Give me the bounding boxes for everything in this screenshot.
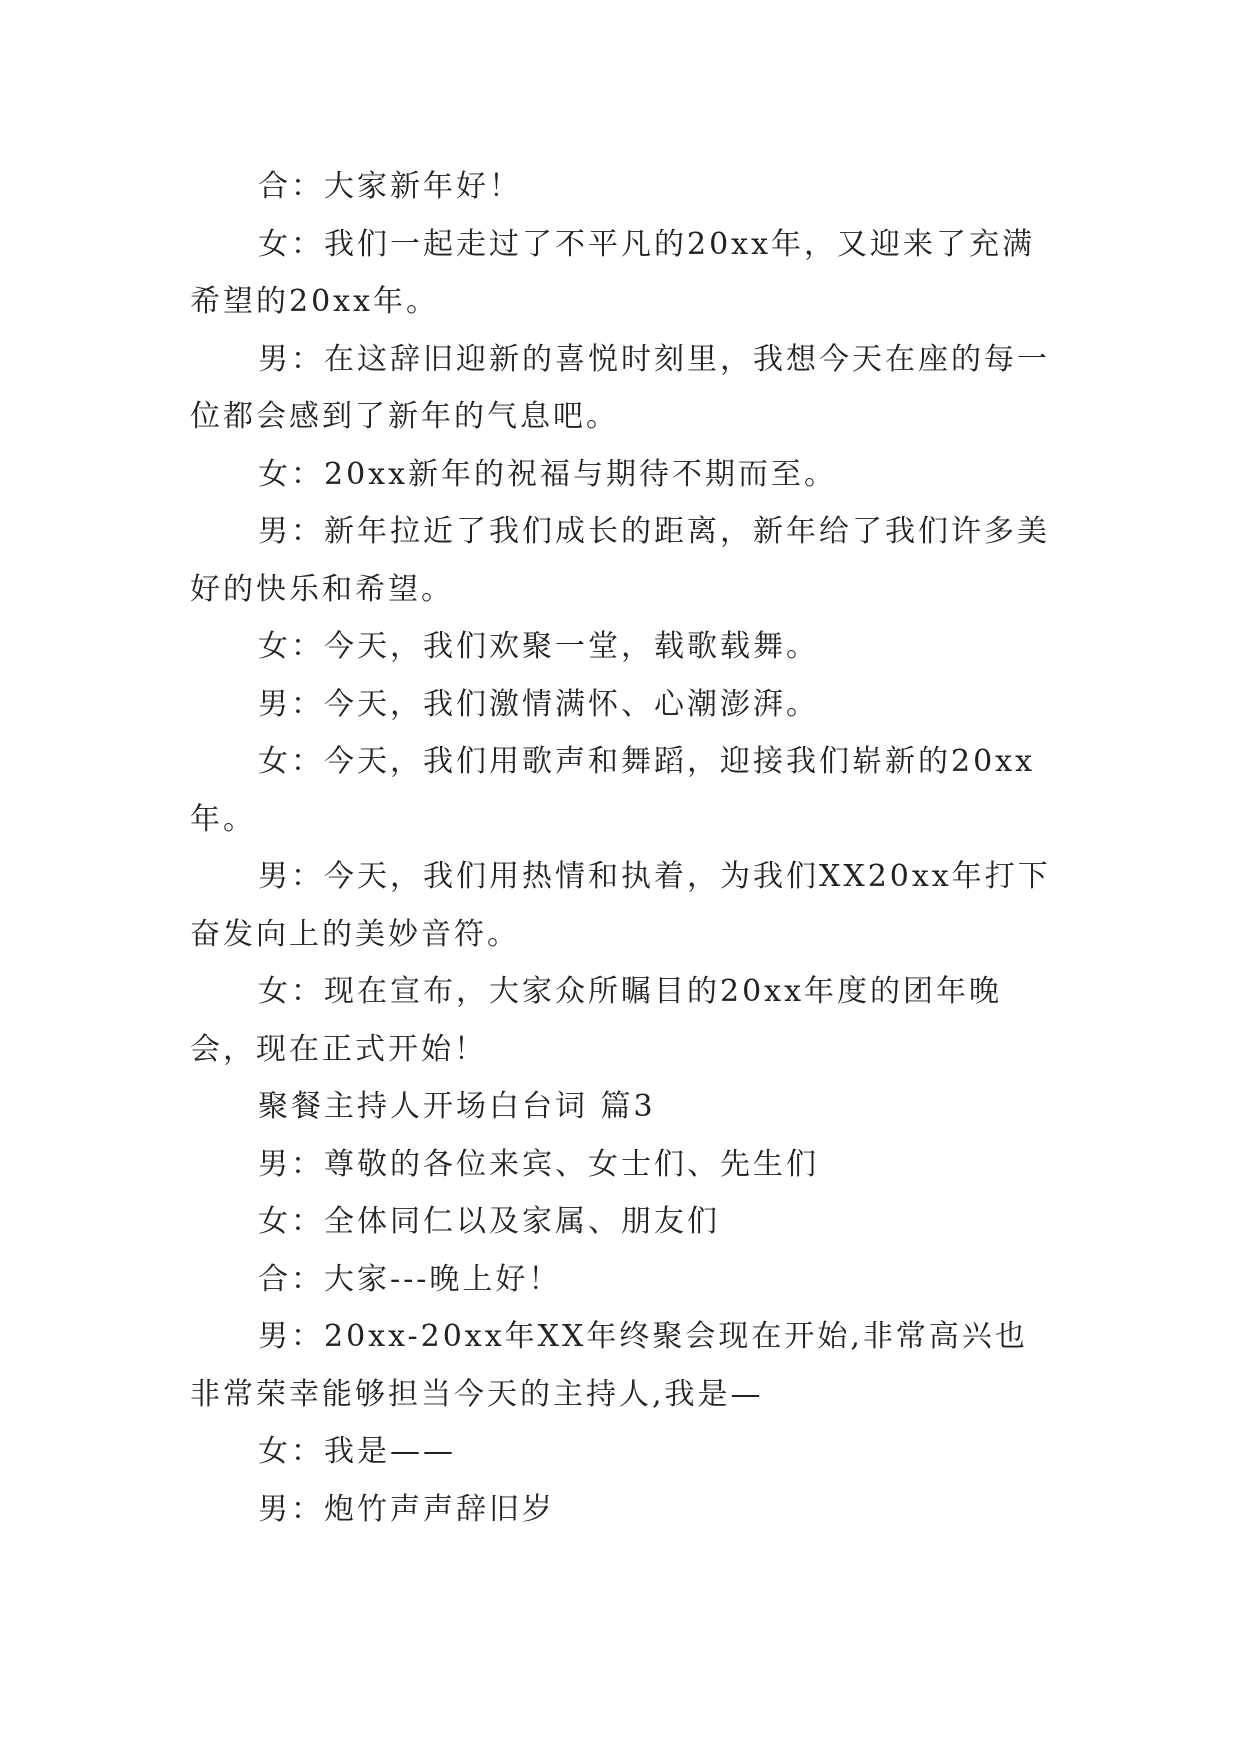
paragraph-2: 女：我们一起走过了不平凡的20xx年，又迎来了充满希望的20xx年。 bbox=[190, 226, 1036, 319]
paragraph-3: 男：在这辞旧迎新的喜悦时刻里，我想今天在座的每一位都会感到了新年的气息吧。 bbox=[190, 341, 1050, 434]
paragraph-13: 女：全体同仁以及家属、朋友们 bbox=[258, 1204, 720, 1239]
paragraph-1: 合：大家新年好！ bbox=[258, 169, 522, 204]
paragraph-9: 男：今天，我们用热情和执着，为我们XX20xx年打下奋发向上的美妙音符。 bbox=[190, 859, 1051, 952]
paragraph-7: 男：今天，我们激情满怀、心潮澎湃。 bbox=[258, 686, 819, 722]
paragraph-16: 女：我是—— bbox=[258, 1434, 456, 1469]
paragraph-4: 女：20xx新年的祝福与期待不期而至。 bbox=[258, 456, 838, 492]
paragraph-5: 男：新年拉近了我们成长的距离，新年给了我们许多美好的快乐和希望。 bbox=[190, 514, 1050, 607]
paragraph-12: 男：尊敬的各位来宾、女士们、先生们 bbox=[258, 1146, 819, 1182]
document-body bbox=[190, 158, 1060, 1538]
paragraph-17: 男：炮竹声声辞旧岁 bbox=[258, 1491, 555, 1527]
paragraph-8: 女：今天，我们用歌声和舞蹈，迎接我们崭新的20xx年。 bbox=[190, 744, 1036, 837]
paragraph-10: 女：现在宣布，大家众所瞩目的20xx年度的团年晚会，现在正式开始！ bbox=[190, 974, 1003, 1067]
paragraph-14: 合：大家---晚上好！ bbox=[258, 1261, 562, 1297]
section-heading: 聚餐主持人开场白台词 篇3 bbox=[258, 1089, 656, 1124]
paragraph-15: 男：20xx-20xx年XX年终聚会现在开始,非常高兴也非常荣幸能够担当今天的主持人,我是— bbox=[190, 1319, 1028, 1412]
paragraph-6: 女：今天，我们欢聚一堂，载歌载舞。 bbox=[258, 629, 819, 664]
